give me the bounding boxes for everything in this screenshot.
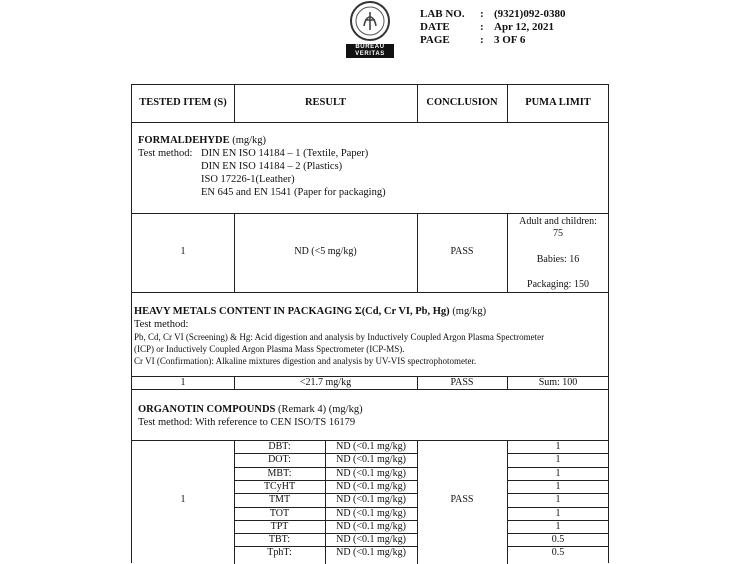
organotin-item: 1 [180,494,186,505]
page-value: 3 OF 6 [494,34,526,46]
heavy-metals-method-2: (ICP) or Inductively Coupled Argon Plasma Mass Spectrometer (ICP-MS). [134,344,405,354]
organotin-compound: TCyHT [263,480,296,492]
date-label: DATE [420,21,450,33]
logo-text-veritas: VERITAS [346,51,394,58]
organotin-result: ND (<0.1 mg/kg) [336,454,406,466]
organotin-limit: 1 [555,467,561,479]
organotin-result: ND (<0.1 mg/kg) [336,547,406,559]
organotin-compound: TMT [268,494,291,506]
organotin-result: ND (<0.1 mg/kg) [336,494,406,506]
formaldehyde-method-4: EN 645 and EN 1541 (Paper for packaging) [201,187,386,198]
heavy-metals-conclusion: PASS [450,377,474,388]
heavy-metals-title: HEAVY METALS CONTENT IN PACKAGING Σ(Cd, Cr VI, Pb, Hg) [134,306,450,317]
organotin-compound: DOT: [268,454,291,466]
heavy-metals-method-label: Test method: [134,319,189,330]
formaldehyde-limit-adult: Adult and children: [519,216,597,227]
heavy-metals-unit: (mg/kg) [452,306,487,317]
organotin-compound: TPT [270,520,289,532]
organotin-compound: MBT: [267,467,292,479]
col-header-result: RESULT [304,97,347,108]
lab-no-label: LAB NO. [420,8,465,20]
heavy-metals-result: <21.7 mg/kg [299,377,352,388]
heavy-metals-method-1: Pb, Cd, Cr VI (Screening) & Hg: Acid digestion and analysis by Inductively Coupled Argon Plasma Spectrometer [134,332,545,342]
organotin-result: ND (<0.1 mg/kg) [336,467,406,479]
organotin-compound: TOT [269,507,290,519]
formaldehyde-limit-adult-value: 75 [553,228,563,239]
formaldehyde-method-2: DIN EN ISO 14184 – 2 (Plastics) [201,161,343,172]
organotin-limit: 1 [555,454,561,466]
organotin-method: Test method: With reference to CEN ISO/TS 16179 [138,417,356,428]
logo-text-bureau: BUREAU [346,44,394,51]
page-label: PAGE [420,34,450,46]
colon: : [480,21,484,33]
organotin-limit: 1 [555,480,561,492]
colon: : [480,34,484,46]
formaldehyde-unit: (mg/kg) [232,135,267,146]
formaldehyde-item: 1 [180,246,186,257]
organotin-limit: 1 [555,494,561,506]
organotin-result: ND (<0.1 mg/kg) [336,441,406,452]
organotin-result: ND (<0.1 mg/kg) [336,520,406,532]
formaldehyde-method-1: DIN EN ISO 14184 – 1 (Textile, Paper) [201,148,369,159]
organotin-conclusion: PASS [450,494,474,505]
colon: : [480,8,484,20]
formaldehyde-conclusion: PASS [450,246,474,257]
col-header-limit: PUMA LIMIT [525,97,591,108]
organotin-limit: 0.5 [551,534,565,546]
formaldehyde-title: FORMALDEHYDE [138,135,230,146]
formaldehyde-heading [138,134,266,147]
organotin-result: ND (<0.1 mg/kg) [336,507,406,519]
organotin-limit: 1 [555,441,561,452]
formaldehyde-method-label: Test method: [138,148,193,159]
organotin-limit: 1 [555,507,561,519]
organotin-compound: TphT: [267,547,292,559]
formaldehyde-limit-babies: Babies: 16 [536,254,580,265]
col-header-item: TESTED ITEM (S) [139,97,227,108]
formaldehyde-limit-packaging: Packaging: 150 [527,279,589,290]
formaldehyde-method-3: ISO 17226-1(Leather) [201,174,295,185]
heavy-metals-limit: Sum: 100 [538,377,578,388]
results-table [131,84,609,563]
heavy-metals-item: 1 [180,377,186,388]
lab-no-value: (9321)092-0380 [494,8,566,20]
heavy-metals-heading [134,305,486,318]
organotin-compound: DBT: [268,441,291,452]
organotin-compound: TBT: [268,534,291,546]
organotin-result: ND (<0.1 mg/kg) [336,480,406,492]
organotin-title: ORGANOTIN COMPOUNDS [138,404,276,415]
col-header-conclusion: CONCLUSION [426,97,498,108]
organotin-limit: 0.5 [551,547,565,559]
organotin-result: ND (<0.1 mg/kg) [336,534,406,546]
organotin-remark: (Remark 4) (mg/kg) [278,404,363,415]
formaldehyde-result: ND (<5 mg/kg) [294,246,357,257]
heavy-metals-method-3: Cr VI (Confirmation): Alkaline mixtures digestion and analysis by UV-VIS spectrophotometer. [134,356,477,366]
date-value: Apr 12, 2021 [494,21,554,33]
organotin-heading [138,403,363,416]
organotin-limit: 1 [555,520,561,532]
